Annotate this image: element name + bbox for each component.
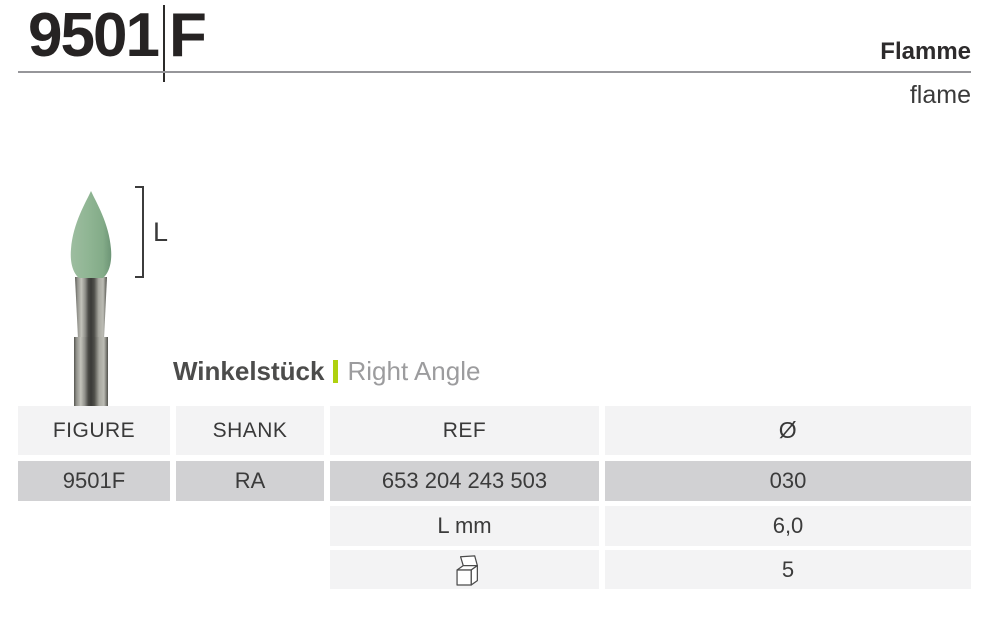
empty-cell	[176, 550, 324, 589]
handpiece-subtitle	[173, 358, 480, 385]
page-title-suffix: F	[169, 1, 207, 70]
product-image	[63, 189, 119, 406]
spec-table	[18, 406, 971, 589]
col-header-figure: FIGURE	[18, 406, 170, 455]
table-length-row	[18, 506, 971, 546]
cell-length-value: 6,0	[605, 506, 971, 546]
flame-head	[71, 191, 112, 278]
dimension-label: L	[153, 217, 169, 247]
cell-pack-icon	[330, 550, 599, 589]
header-rule	[18, 71, 971, 73]
cell-diameter: 030	[605, 461, 971, 501]
dimension-bracket	[135, 186, 144, 278]
product-name-en: flame	[909, 81, 971, 109]
col-header-shank: SHANK	[176, 406, 324, 455]
cell-pack-value: 5	[605, 550, 971, 589]
page-title: 9501	[28, 1, 158, 70]
handpiece-label-en: Right Angle	[347, 356, 481, 386]
table-pack-row	[18, 550, 971, 589]
box-icon	[450, 553, 480, 587]
cell-figure: 9501F	[18, 461, 170, 501]
col-header-ref: REF	[330, 406, 599, 455]
accent-separator-bar	[333, 360, 338, 383]
table-header-row	[18, 406, 971, 455]
bur-shank	[74, 337, 108, 406]
col-header-diameter: Ø	[605, 406, 971, 455]
bur-neck	[75, 277, 107, 339]
cell-shank: RA	[176, 461, 324, 501]
cell-length-label: L mm	[330, 506, 599, 546]
table-row	[18, 461, 971, 501]
handpiece-label-de: Winkelstück	[173, 356, 325, 386]
empty-cell	[176, 506, 324, 546]
product-name-de: Flamme	[880, 38, 971, 65]
cell-ref: 653 204 243 503	[330, 461, 599, 501]
empty-cell	[18, 550, 170, 589]
empty-cell	[18, 506, 170, 546]
